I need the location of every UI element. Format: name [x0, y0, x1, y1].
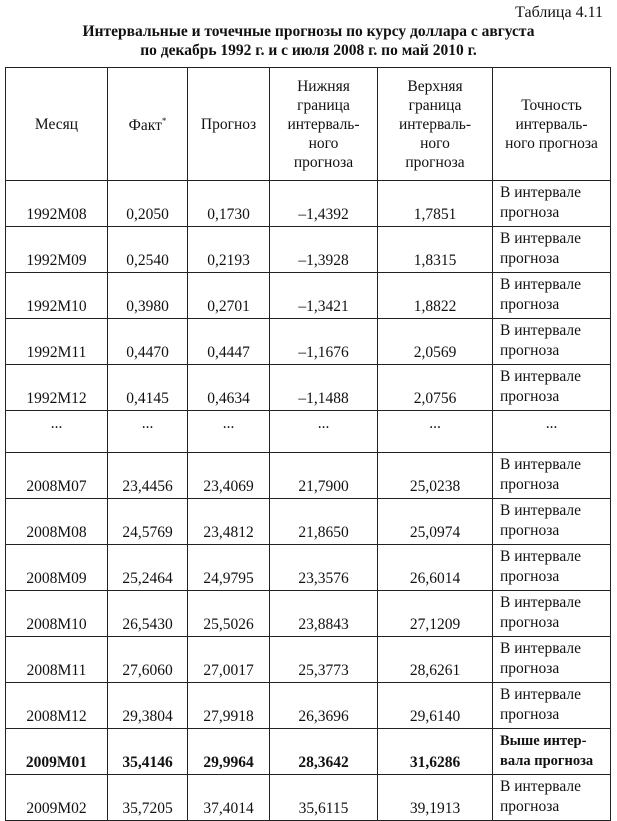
- cell-forecast: 27,0017: [188, 637, 270, 683]
- cell-lower: 35,6115: [270, 775, 378, 821]
- table-row: [6, 411, 611, 453]
- cell-upper: 1,8822: [378, 273, 493, 319]
- cell-forecast: 23,4812: [188, 499, 270, 545]
- cell-lower: 23,8843: [270, 591, 378, 637]
- header-accuracy: Точность интерваль- ного прогноза: [493, 68, 611, 181]
- cell-upper: 2,0756: [378, 365, 493, 411]
- cell-month: 1992M11: [6, 319, 108, 365]
- table-row: [6, 775, 611, 821]
- cell-month: 1992M10: [6, 273, 108, 319]
- table-number: Таблица 4.11: [515, 4, 603, 21]
- cell-forecast: 0,2193: [188, 227, 270, 273]
- table-row: [6, 319, 611, 365]
- cell-accuracy: В интервале прогноза: [493, 181, 611, 227]
- cell-upper: 1,8315: [378, 227, 493, 273]
- cell-lower: –1,4392: [270, 181, 378, 227]
- cell-accuracy: В интервале прогноза: [493, 319, 611, 365]
- cell-accuracy: В интервале прогноза: [493, 273, 611, 319]
- cell-month: ...: [6, 411, 108, 453]
- cell-forecast: 24,9795: [188, 545, 270, 591]
- cell-fact: 29,3804: [108, 683, 188, 729]
- cell-month: 1992M12: [6, 365, 108, 411]
- cell-upper: 28,6261: [378, 637, 493, 683]
- cell-accuracy: В интервале прогноза: [493, 637, 611, 683]
- cell-fact: 26,5430: [108, 591, 188, 637]
- cell-forecast: 0,4634: [188, 365, 270, 411]
- cell-forecast: 0,2701: [188, 273, 270, 319]
- cell-fact: ...: [108, 411, 188, 453]
- title-line-1: Интервальные и точечные прогнозы по курсу доллара с августа: [82, 23, 535, 40]
- cell-accuracy: В интервале прогноза: [493, 591, 611, 637]
- fact-footnote-mark: *: [161, 116, 167, 127]
- cell-month: 2008M07: [6, 453, 108, 499]
- cell-upper: 26,6014: [378, 545, 493, 591]
- cell-accuracy: В интервале прогноза: [493, 227, 611, 273]
- cell-fact: 0,2540: [108, 227, 188, 273]
- cell-upper: 39,1913: [378, 775, 493, 821]
- cell-lower: 21,8650: [270, 499, 378, 545]
- cell-lower: 21,7900: [270, 453, 378, 499]
- cell-upper: 2,0569: [378, 319, 493, 365]
- cell-accuracy: В интервале прогноза: [493, 365, 611, 411]
- cell-accuracy: В интервале прогноза: [493, 453, 611, 499]
- table-row: [6, 683, 611, 729]
- cell-fact: 0,2050: [108, 181, 188, 227]
- cell-forecast: 25,5026: [188, 591, 270, 637]
- table-row: [6, 453, 611, 499]
- header-lower-bound: Нижняя граница интерваль- ного прогноза: [270, 68, 378, 181]
- cell-accuracy: В интервале прогноза: [493, 545, 611, 591]
- cell-forecast: 27,9918: [188, 683, 270, 729]
- cell-month: 2009M02: [6, 775, 108, 821]
- header-forecast: Прогноз: [188, 68, 270, 181]
- cell-forecast: ...: [188, 411, 270, 453]
- header-fact: Факт*: [108, 68, 188, 181]
- table-title: [0, 22, 617, 60]
- cell-forecast: 29,9964: [188, 729, 270, 775]
- cell-month: 2008M09: [6, 545, 108, 591]
- cell-upper: 25,0238: [378, 453, 493, 499]
- table-row: [6, 499, 611, 545]
- cell-upper: 25,0974: [378, 499, 493, 545]
- header-month: Месяц: [6, 68, 108, 181]
- table-row: [6, 591, 611, 637]
- cell-upper: ...: [378, 411, 493, 453]
- cell-lower: 25,3773: [270, 637, 378, 683]
- cell-accuracy: В интервале прогноза: [493, 683, 611, 729]
- cell-fact: 0,4145: [108, 365, 188, 411]
- header-row: [6, 68, 611, 181]
- cell-forecast: 0,1730: [188, 181, 270, 227]
- cell-month: 2009M01: [6, 729, 108, 775]
- header-upper-bound: Верхняя граница интерваль- ного прогноза: [378, 68, 493, 181]
- cell-forecast: 0,4447: [188, 319, 270, 365]
- cell-fact: 25,2464: [108, 545, 188, 591]
- table-row: [6, 181, 611, 227]
- cell-lower: –1,1488: [270, 365, 378, 411]
- cell-upper: 29,6140: [378, 683, 493, 729]
- cell-fact: 0,4470: [108, 319, 188, 365]
- cell-fact: 23,4456: [108, 453, 188, 499]
- cell-upper: 31,6286: [378, 729, 493, 775]
- cell-forecast: 23,4069: [188, 453, 270, 499]
- forecast-table: [5, 67, 611, 821]
- cell-month: 2008M12: [6, 683, 108, 729]
- cell-month: 2008M11: [6, 637, 108, 683]
- cell-accuracy: ...: [493, 411, 611, 453]
- cell-accuracy: Выше интер- вала прогноза: [493, 729, 611, 775]
- cell-upper: 1,7851: [378, 181, 493, 227]
- cell-fact: 35,4146: [108, 729, 188, 775]
- cell-lower: 26,3696: [270, 683, 378, 729]
- cell-fact: 24,5769: [108, 499, 188, 545]
- cell-month: 1992M08: [6, 181, 108, 227]
- cell-lower: ...: [270, 411, 378, 453]
- cell-lower: –1,3421: [270, 273, 378, 319]
- cell-fact: 0,3980: [108, 273, 188, 319]
- cell-month: 1992M09: [6, 227, 108, 273]
- table-row: [6, 637, 611, 683]
- cell-forecast: 37,4014: [188, 775, 270, 821]
- cell-fact: 35,7205: [108, 775, 188, 821]
- cell-month: 2008M10: [6, 591, 108, 637]
- table-row: [6, 545, 611, 591]
- cell-fact: 27,6060: [108, 637, 188, 683]
- cell-accuracy: В интервале прогноза: [493, 499, 611, 545]
- cell-lower: –1,1676: [270, 319, 378, 365]
- table-row: [6, 273, 611, 319]
- cell-upper: 27,1209: [378, 591, 493, 637]
- cell-lower: 23,3576: [270, 545, 378, 591]
- table-row: [6, 729, 611, 775]
- cell-lower: 28,3642: [270, 729, 378, 775]
- title-line-2: по декабрь 1992 г. и с июля 2008 г. по май 2010 г.: [140, 42, 477, 59]
- cell-month: 2008M08: [6, 499, 108, 545]
- table-row: [6, 227, 611, 273]
- cell-lower: –1,3928: [270, 227, 378, 273]
- table-row: [6, 365, 611, 411]
- cell-accuracy: В интервале прогноза: [493, 775, 611, 821]
